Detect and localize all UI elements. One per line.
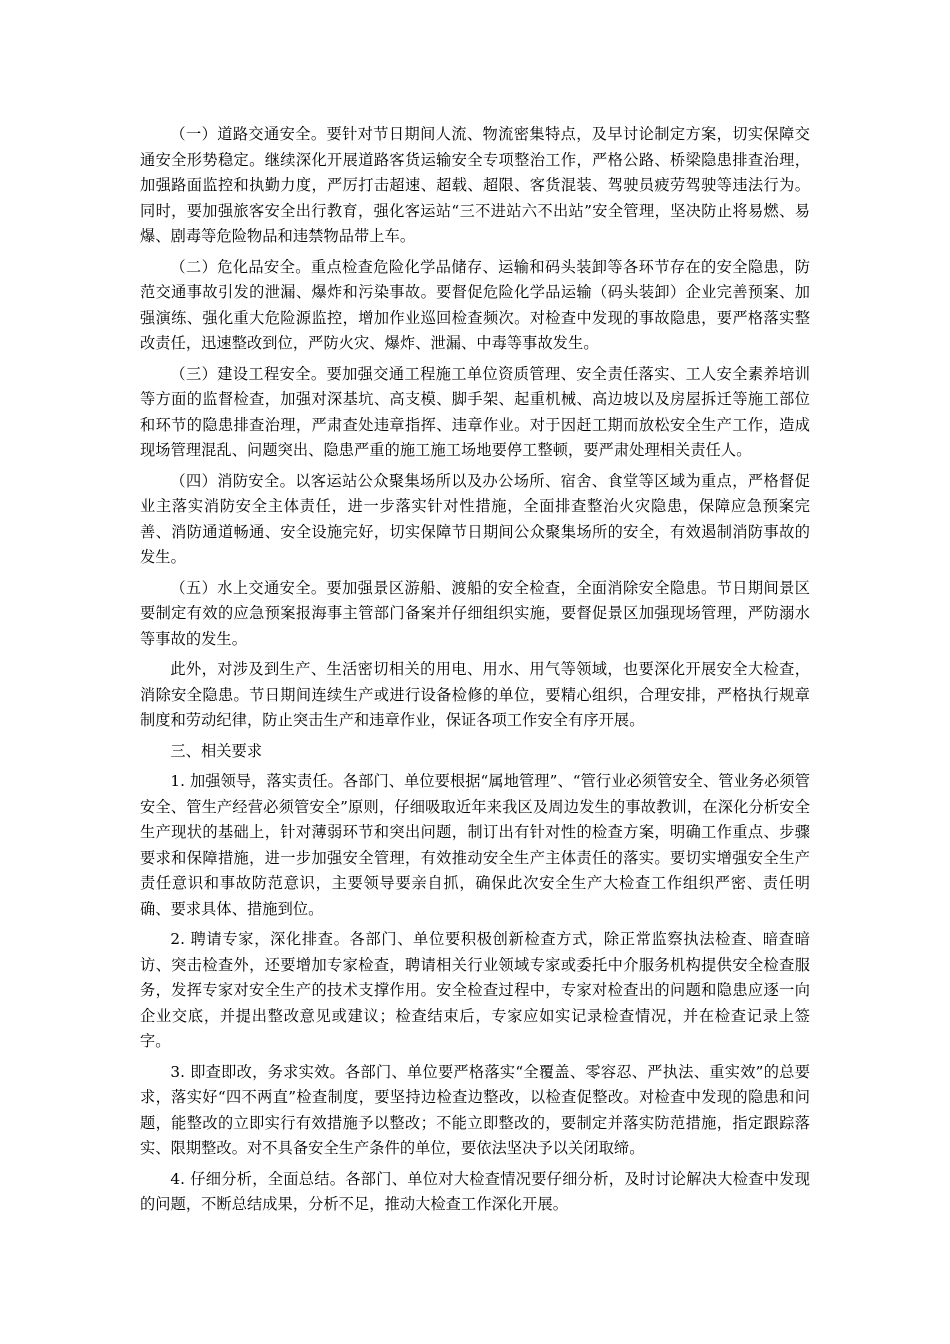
paragraph-road-traffic-safety: （一）道路交通安全。要针对节日期间人流、物流密集特点，及早讨论制定方案，切实保障交通安全形势稳定。继续深化开展道路客货运输安全专项整治工作，严格公路、桥梁隐患排查治理，加强路面监控和执勤力度，严厉打击超速、超载、超限、客货混装、驾驶员疲劳驾驶等违法行为。同时，要加强旅客安全出行教育，强化客运站“三不进站六不出站”安全管理，坚决防止将易燃、易爆、剧毒等危险物品和违禁物品带上车。 [140,125,810,245]
paragraph-requirement-2: 2. 聘请专家，深化排查。各部门、单位要积极创新检查方式，除正常监察执法检查、暗查暗访、突击检查外，还要增加专家检查，聘请相关行业领域专家或委托中介服务机构提供安全检查服务，发挥专家对安全生产的技术支撑作用。安全检查过程中，专家对检查出的问题和隐患应逐一向企业交底，并提出整改意见或建议；检查结束后，专家应如实记录检查情况，并在检查记录上签字。 [140,930,810,1050]
paragraph-construction-safety: （三）建设工程安全。要加强交通工程施工单位资质管理、安全责任落实、工人安全素养培训等方面的监督检查，加强对深基坑、高支模、脚手架、起重机械、高边坡以及房屋拆迁等施工部位和环节的隐患排查治理，严肃查处违章指挥、违章作业。对于因赶工期而放松安全生产工作，造成现场管理混乱、问题突出、隐患严重的施工施工场地要停工整顿，要严肃处理相关责任人。 [140,364,810,459]
paragraph-fire-safety: （四）消防安全。以客运站公众聚集场所以及办公场所、宿舍、食堂等区域为重点，严格督促业主落实消防安全主体责任，进一步落实针对性措施，全面排查整治火灾隐患，保障应急预案完善、消防通道畅通、安全设施完好，切实保障节日期间公众聚集场所的安全，有效遏制消防事故的发生。 [140,471,810,566]
paragraph-water-traffic-safety: （五）水上交通安全。要加强景区游船、渡船的安全检查，全面消除安全隐患。节日期间景区要制定有效的应急预案报海事主管部门备案并仔细组织实施，要督促景区加强现场管理，严防溺水等事故的发生。 [140,578,810,648]
paragraph-hazardous-chemicals-safety: （二）危化品安全。重点检查危险化学品储存、运输和码头装卸等各环节存在的安全隐患，防范交通事故引发的泄漏、爆炸和污染事故。要督促危险化学品运输（码头装卸）企业完善预案、加强演练、强化重大危险源监控，增加作业巡回检查频次。对检查中发现的事故隐患，要严格落实整改责任，迅速整改到位，严防火灾、爆炸、泄漏、中毒等事故发生。 [140,257,810,352]
section-heading-requirements: 三、相关要求 [170,741,263,760]
paragraph-requirement-4: 4. 仔细分析，全面总结。各部门、单位对大检查情况要仔细分析，及时讨论解决大检查中发现的问题，不断总结成果，分析不足，推动大检查工作深化开展。 [140,1169,810,1213]
paragraph-additional-notes: 此外，对涉及到生产、生活密切相关的用电、用水、用气等领域，也要深化开展安全大检查，消除安全隐患。节日期间连续生产或进行设备检修的单位，要精心组织，合理安排，严格执行规章制度和劳动纪律，防止突击生产和违章作业，保证各项工作安全有序开展。 [140,660,810,729]
paragraph-requirement-1: 1. 加强领导，落实责任。各部门、单位要根据“属地管理”、“管行业必须管安全、管业务必须管安全、管生产经营必须管安全”原则，仔细吸取近年来我区及周边发生的事故教训，在深化分析安全生产现状的基础上，针对薄弱环节和突出问题，制订出有针对性的检查方案，明确工作重点、步骤要求和保障措施，进一步加强安全管理，有效推动安全生产主体责任的落实。要切实增强安全生产责任意识和事故防范意识，主要领导要亲自抓，确保此次安全生产大检查工作组织严密、责任明确、要求具体、措施到位。 [140,772,810,918]
paragraph-requirement-3: 3. 即查即改，务求实效。各部门、单位要严格落实“全覆盖、零容忍、严执法、重实效”的总要求，落实好“四不两直”检查制度，要坚持边检查边整改，以检查促整改。对检查中发现的隐患和问题，能整改的立即实行有效措施予以整改；不能立即整改的，要制定并落实防范措施，指定跟踪落实、限期整改。对不具备安全生产条件的单位，要依法坚决予以关闭取缔。 [140,1062,810,1157]
document-body [140,122,810,1223]
